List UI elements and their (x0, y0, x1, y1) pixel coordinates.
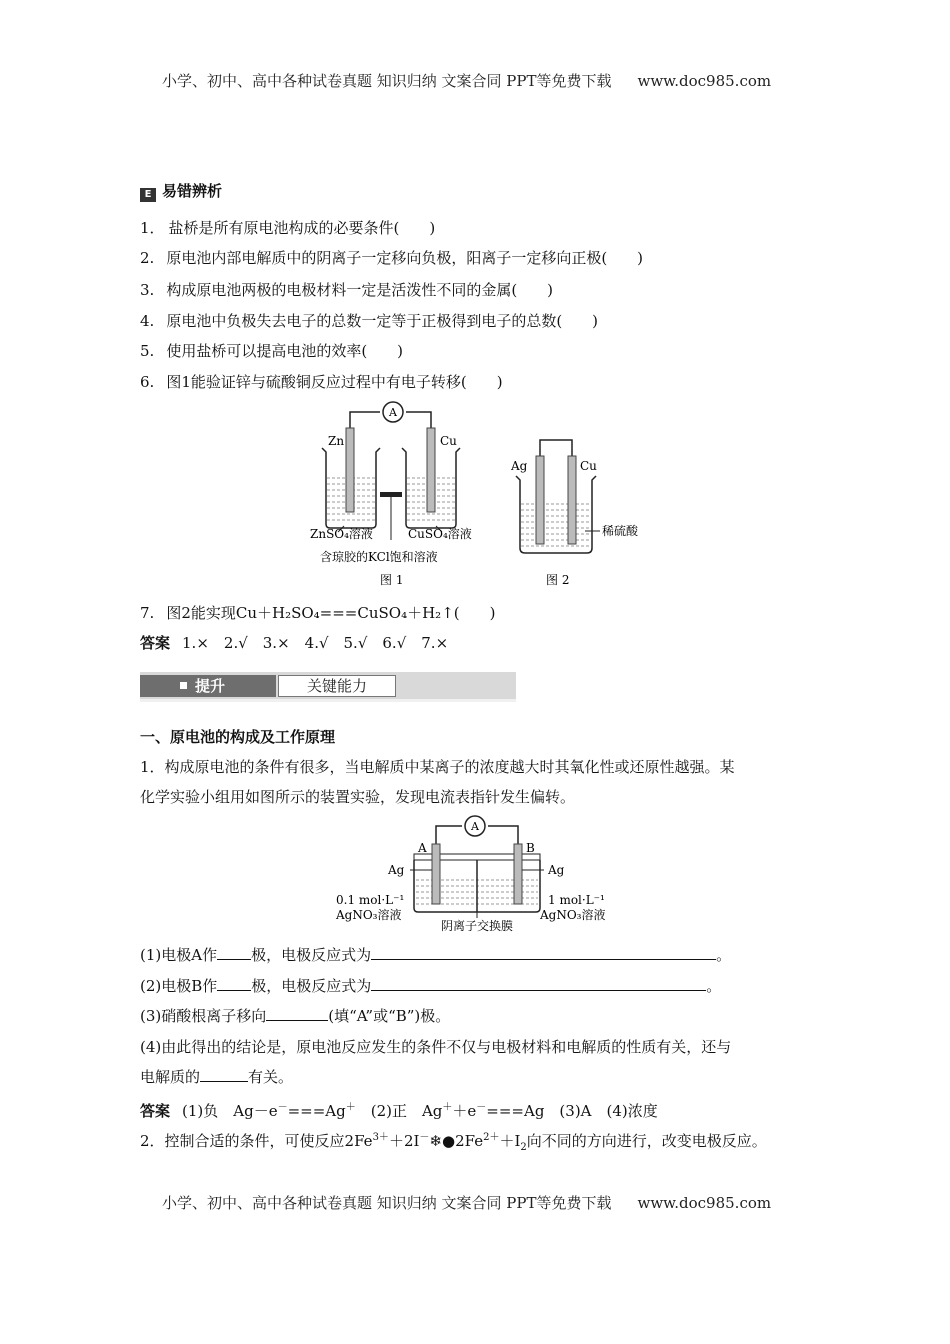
figure-2-caption: 图 2 (546, 573, 570, 587)
banner-light: 关键能力 (278, 675, 396, 697)
problem-1-line1: 1．构成原电池的条件有很多，当电解质中某离子的浓度越大时其氧化性或还原性越强。某 (140, 758, 735, 776)
left-concentration: 0.1 mol·L⁻¹ (336, 893, 405, 907)
sub-question-2: (2)电极B作 极，电极反应式为 。 (140, 977, 722, 995)
sub-question-4-line2: 电解质的 有关。 (140, 1068, 294, 1086)
membrane-label: 阴离子交换膜 (440, 919, 514, 933)
banner-dark: 提升 (140, 675, 276, 697)
fig2-solution (521, 504, 591, 546)
salt-bridge (380, 492, 402, 497)
answer-blank[interactable] (371, 945, 716, 960)
ammeter-label: A (389, 406, 397, 419)
cu2-electrode (568, 456, 576, 544)
judgment-item: 6. 图1能验证锌与硫酸铜反应过程中有电子转移( ) (140, 373, 503, 391)
section-banner (140, 672, 516, 702)
answer-label: 答案 (140, 634, 171, 652)
page-header (162, 70, 771, 91)
right-solution-label: AgNO₃溶液 (540, 908, 606, 922)
electrode-a-label: A (418, 841, 427, 855)
page-footer (162, 1192, 771, 1213)
part-title: 一、原电池的构成及工作原理 (140, 728, 336, 746)
figure-problem-1 (330, 812, 630, 940)
footer-text: 小学、初中、高中各种试卷真题 知识归纳 文案合同 PPT等免费下载 (162, 1194, 612, 1212)
judgment-item: 2. 原电池内部电解质中的阴离子一定移向负极，阳离子一定移向正极( ) (140, 249, 644, 267)
svg-text:A: A (471, 820, 479, 833)
fig2-wire (540, 440, 572, 456)
sub-question-1: (1)电极A作 极，电极反应式为 。 (140, 946, 732, 964)
left-ag-label: Ag (388, 863, 405, 877)
cu2-label: Cu (580, 459, 597, 473)
right-ag-label: Ag (548, 863, 565, 877)
section-icon: E (140, 188, 156, 202)
answer-1 (140, 633, 448, 653)
judgment-item: 5. 使用盐桥可以提高电池的效率( ) (140, 342, 404, 360)
section-title-text: 易错辨析 (162, 182, 223, 200)
right-concentration: 1 mol·L⁻¹ (548, 893, 605, 907)
answer-2: 答案 (1)负 Ag－e－===Ag＋ (2)正 Ag＋＋e－===Ag (3)A (4)浓度 (140, 1102, 658, 1120)
left-solution-label: AgNO₃溶液 (336, 908, 402, 922)
zn-electrode (346, 428, 354, 512)
electrode-b (514, 844, 522, 904)
judgment-item: 1． 盐桥是所有原电池构成的必要条件( ) (140, 219, 436, 237)
cuso4-label: CuSO₄溶液 (408, 527, 472, 541)
judgment-item: 4. 原电池中负极失去电子的总数一定等于正极得到电子的总数( ) (140, 312, 599, 330)
sub-question-4-line1: (4)由此得出的结论是，原电池反应发生的条件不仅与电极材料和电解质的性质有关，还与 (140, 1038, 732, 1056)
answer-blank[interactable] (371, 976, 706, 991)
zn-label: Zn (328, 434, 345, 448)
answer-blank[interactable] (217, 976, 251, 991)
figure-1-2 (300, 398, 670, 593)
salt-bridge-label: 含琼胶的KCl饱和溶液 (320, 550, 438, 564)
answer-text: 1.× 2.√ 3.× 4.√ 5.√ 6.√ 7.× (182, 634, 449, 652)
header-text: 小学、初中、高中各种试卷真题 知识归纳 文案合同 PPT等免费下载 (162, 72, 612, 90)
answer-blank[interactable] (217, 945, 251, 960)
answer-blank[interactable] (266, 1006, 328, 1021)
answer-blank[interactable] (200, 1067, 248, 1082)
znso4-label: ZnSO₄溶液 (310, 527, 373, 541)
judgment-item: 7. 图2能实现Cu＋H₂SO₄===CuSO₄＋H₂↑( ) (140, 604, 496, 622)
electrode-a (432, 844, 440, 904)
figure-1-caption: 图 1 (380, 573, 404, 587)
cu-electrode (427, 428, 435, 512)
fig2-beaker (516, 476, 596, 553)
problem-1-line2: 化学实验小组用如图所示的装置实验，发现电流表指针发生偏转。 (140, 788, 576, 806)
electrode-b-label: B (526, 841, 535, 855)
answer-label: 答案 (140, 1102, 171, 1120)
sub-question-3: (3)硝酸根离子移向 (填“A”或“B”)极。 (140, 1007, 451, 1025)
dilute-sulfuric-label: 稀硫酸 (602, 524, 639, 538)
ag-electrode (536, 456, 544, 544)
header-site: www.doc985.com (637, 72, 772, 90)
problem-2: 2．控制合适的条件，可使反应$2Fe^{3+}+2I^-❄●2Fe^{2+}+I_2$向不同的方向进行，改变电极反应。 (140, 1132, 767, 1153)
ag-label: Ag (511, 459, 528, 473)
judgment-item: 3. 构成原电池两极的电极材料一定是活泼性不同的金属( ) (140, 281, 554, 299)
section-title (140, 181, 222, 202)
footer-site: www.doc985.com (637, 1194, 772, 1212)
cu-label: Cu (440, 434, 457, 448)
